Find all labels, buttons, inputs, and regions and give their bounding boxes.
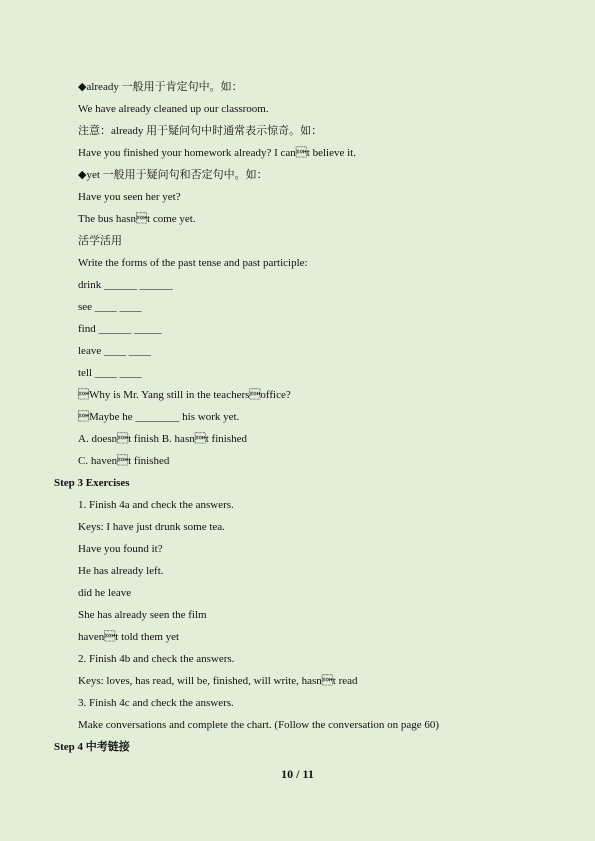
text-line: Have you seen her yet? — [78, 191, 181, 203]
text-line: C. havent finished — [78, 455, 170, 467]
text-line: 2. Finish 4b and check the answers. — [78, 653, 235, 665]
text-line: havent told them yet — [78, 631, 180, 643]
text-line: did he leave — [78, 587, 132, 599]
text-line: ◆yet 一般用于疑问句和否定句中。如： — [78, 169, 268, 181]
text-line: 活学活用 — [78, 235, 122, 247]
text-line: 3. Finish 4c and check the answers. — [78, 697, 234, 709]
text-line: 注意：already 用于疑问句中时通常表示惊奇。如： — [78, 125, 323, 137]
text-line: see ____ ____ — [78, 301, 142, 313]
text-line: We have already cleaned up our classroom. — [78, 103, 269, 115]
text-line: Write the forms of the past tense and past participle: — [78, 257, 308, 269]
text-line: Have you finished your homework already? I cant believe it. — [78, 147, 356, 159]
page-number: 10 / 11 — [281, 767, 314, 781]
text-line: Have you found it? — [78, 543, 163, 555]
text-line: Maybe he ________ his work yet. — [78, 411, 240, 423]
text-line: 1. Finish 4a and check the answers. — [78, 499, 234, 511]
text-line: The bus hasnt come yet. — [78, 213, 196, 225]
text-line: She has already seen the film — [78, 609, 207, 621]
text-line: Keys: I have just drunk some tea. — [78, 521, 225, 533]
text-line: Why is Mr. Yang still in the teachersoffice? — [78, 389, 291, 401]
section-heading: Step 4 中考链接 — [54, 741, 130, 753]
text-line: He has already left. — [78, 565, 164, 577]
text-line: drink ______ ______ — [78, 279, 173, 291]
text-line: find ______ _____ — [78, 323, 162, 335]
section-heading: Step 3 Exercises — [54, 477, 130, 489]
text-line: tell ____ ____ — [78, 367, 142, 379]
text-line: leave ____ ____ — [78, 345, 151, 357]
text-line: A. doesnt finish B. hasnt finished — [78, 433, 247, 445]
text-line: Make conversations and complete the chart. (Follow the conversation on page 60) — [78, 719, 440, 731]
text-line: Keys: loves, has read, will be, finished, will write, hasnt read — [78, 675, 358, 687]
text-line: ◆already 一般用于肯定句中。如： — [78, 81, 243, 93]
